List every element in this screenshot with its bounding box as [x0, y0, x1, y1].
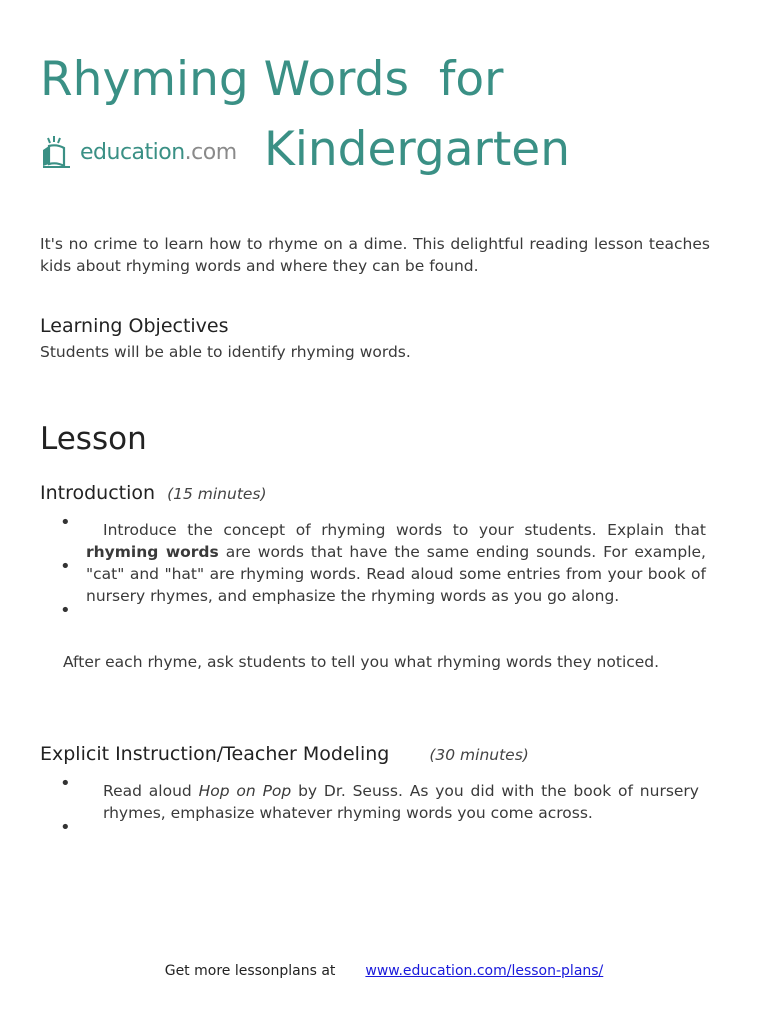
education-logo-icon [40, 134, 74, 170]
book-title: Hop on Pop [198, 782, 292, 800]
intro-paragraph: It's no crime to learn how to rhyme on a dime. This delightful reading lesson teaches kids about rhyming words and where they can be found. [40, 235, 710, 275]
explicit-instruction-heading [40, 745, 529, 764]
explicit-instruction-text [103, 780, 703, 824]
page-title-line-2: Kindergarten [264, 122, 571, 177]
introduction-bold-term: rhyming words [86, 543, 219, 561]
explicit-instruction-text-part-1: Read aloud [103, 782, 199, 800]
introduction-minutes: (15 minutes) [167, 485, 267, 503]
bullet-icon: • [60, 773, 71, 794]
learning-objectives-text: Students will be able to identify rhyming words. [40, 343, 411, 361]
education-logo[interactable] [40, 132, 237, 172]
lesson-heading: Lesson [40, 421, 147, 457]
bullet-icon: • [60, 600, 71, 621]
introduction-heading [40, 484, 267, 503]
explicit-instruction-minutes: (30 minutes) [429, 746, 529, 764]
introduction-text-part-2: are words that have the same ending sounds. For example, "cat" and "hat" are rhyming words. Read aloud some entries from your book of nursery rhymes, and emphasize the rhyming words as you go along. [86, 543, 706, 605]
footer-text: Get more lessonplans at [164, 963, 336, 979]
explicit-instruction-heading-label: Explicit Instruction/Teacher Modeling [40, 743, 390, 765]
lesson-plans-link[interactable]: www.education.com/lesson-plans/ [365, 963, 604, 979]
introduction-text-part-1: Introduce the concept of rhyming words to your students. Explain that [103, 521, 706, 539]
logo-text-com: .com [184, 139, 237, 165]
bullet-icon: • [60, 556, 71, 577]
logo-text-main: education [80, 139, 185, 165]
learning-objectives-heading: Learning Objectives [40, 315, 229, 337]
bullet-icon: • [60, 817, 71, 838]
logo-wordmark [80, 140, 237, 165]
introduction-after-text: After each rhyme, ask students to tell you what rhyming words they noticed. [63, 653, 660, 671]
introduction-text [86, 519, 706, 607]
page-footer [0, 963, 768, 979]
bullet-icon: • [60, 512, 71, 533]
introduction-heading-label: Introduction [40, 482, 156, 504]
page-title-line-1: Rhyming Words for [40, 52, 504, 107]
explicit-instruction-text-part-2: by Dr. Seuss. As you did with the book of nursery rhymes, emphasize whatever rhyming words you come across. [103, 782, 699, 822]
